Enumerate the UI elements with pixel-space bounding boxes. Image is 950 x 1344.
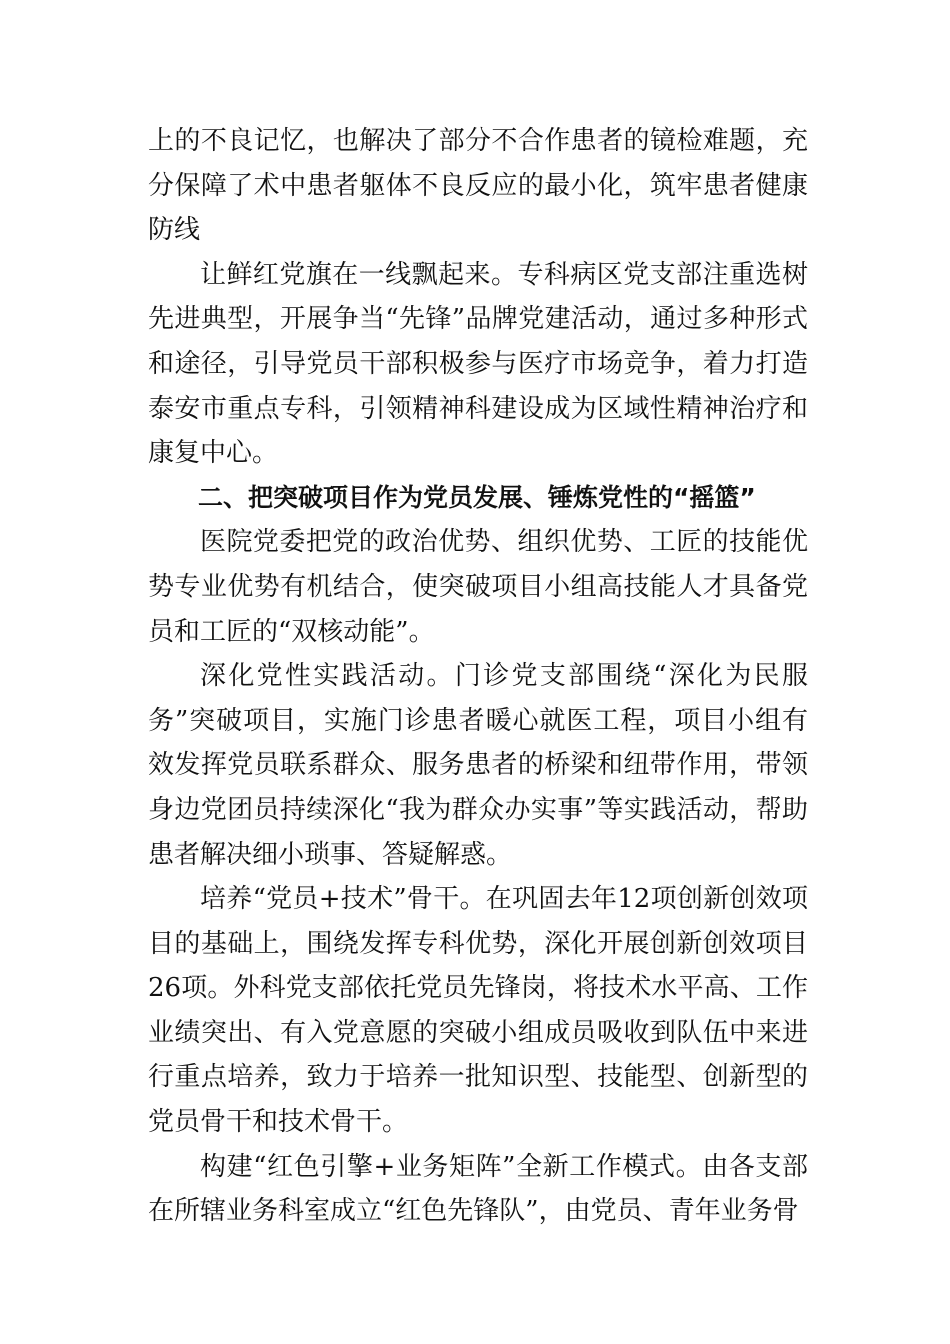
document-page (148, 119, 808, 1234)
paragraph-practice-activities: 深化党性实践活动。门诊党支部围绕“深化为民服务”突破项目，实施门诊患者暖心就医工程，项目小组有效发挥党员联系群众、服务患者的桥梁和纽带作用，带领身边党团员持续深化“我为群众办实事”等实践活动，帮助患者解决细小琐事、答疑解惑。 (148, 661, 808, 870)
paragraph-party-tech-backbone: 培养“党员+技术”骨干。在巩固去年12项创新创效项目的基础上，围绕发挥专科优势，深化开展创新创效项目26项。外科党支部依托党员先锋岗，将技术水平高、工作业绩突出、有入党意愿的突破小组成员吸收到队伍中来进行重点培养，致力于培养一批知识型、技能型、创新型的党员骨干和技术骨干。 (148, 884, 808, 1138)
paragraph-continuation: 上的不良记忆，也解决了部分不合作患者的镜检难题，充分保障了术中患者躯体不良反应的最小化，筑牢患者健康防线 (148, 126, 808, 246)
section-heading-2: 二、把突破项目作为党员发展、锤炼党性的“摇篮” (198, 482, 756, 512)
paragraph-red-engine: 构建“红色引擎+业务矩阵”全新工作模式。由各支部在所辖业务科室成立“红色先锋队”，由党员、青年业务骨 (148, 1151, 808, 1227)
paragraph-party-committee: 医院党委把党的政治优势、组织优势、工匠的技能优势专业优势有机结合，使突破项目小组高技能人才具备党员和工匠的“双核动能”。 (148, 527, 808, 647)
paragraph-red-flag: 让鲜红党旗在一线飘起来。专科病区党支部注重选树先进典型，开展争当“先锋”品牌党建活动，通过多种形式和途径，引导党员干部积极参与医疗市场竞争，着力打造泰安市重点专科，引领精神科建设成为区域性精神治疗和康复中心。 (148, 259, 808, 469)
